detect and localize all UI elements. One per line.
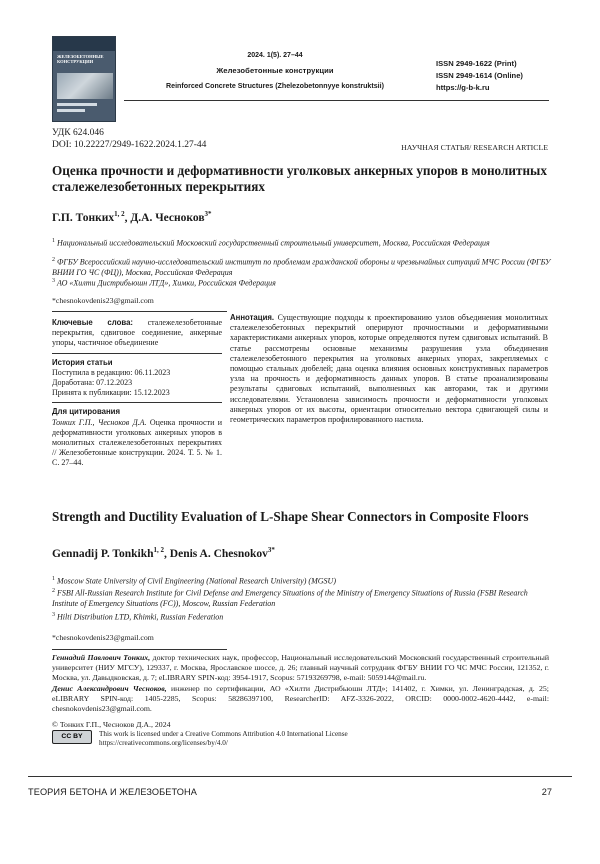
license-link[interactable]: https://creativecommons.org/licenses/by/4.0/ — [99, 739, 228, 747]
keywords-heading: Ключевые слова: — [52, 318, 134, 327]
affiliation-text: АО «Хилти Дистрибьюшн ЛТД», Химки, Российская Федерация — [55, 278, 276, 288]
affiliation-text: Hilti Distribution LTD, Khimki, Russian Federation — [55, 612, 224, 622]
author-name: Г.П. Тонких — [52, 211, 115, 224]
citation-body: Оценка прочности и деформативности уголковых анкерных упоров в монолитных сталежелезобетонных перекрытиях // Железобетонные конструкции. 2024. Т. 5. № 1. С. 27–44. — [52, 417, 222, 468]
article-identifiers — [52, 127, 206, 151]
history-received: Поступила в редакцию: 06.11.2023 — [52, 367, 171, 377]
journal-header — [125, 52, 425, 90]
history-revised: Доработана: 07.12.2023 — [52, 378, 133, 388]
affiliation-en-3 — [52, 610, 552, 623]
cover-photo — [57, 73, 113, 99]
affiliation-text: Национальный исследовательский Московский государственный строительный университет, Москва, Российская Федерация — [55, 238, 490, 248]
authors-ru — [52, 210, 212, 224]
affiliation-number: 1 — [52, 576, 55, 582]
doi-link[interactable]: DOI: 10.22227/2949-1622.2024.1.27-44 — [52, 140, 207, 150]
author-name: Gennadij P. Tonkikh — [52, 547, 154, 560]
citation-authors: Тонких Г.П., Чесноков Д.А. — [52, 417, 147, 427]
affiliation-ru-3 — [52, 276, 552, 289]
affiliation-text: ФГБУ Всероссийский научно-исследовательский институт по проблемам гражданской обороны и чрезвычайных ситуаций МЧС России (ФГБУ ВНИИ ГО ЧС (ФЦ)), Москва, Российская Федерация — [52, 257, 551, 278]
issue-info: 2024. 1(5). 27–44 — [247, 52, 303, 59]
affiliation-number: 2 — [52, 257, 55, 263]
author-bio-2 — [52, 684, 549, 715]
affiliation-number: 1 — [52, 238, 55, 244]
affiliation-en-2 — [52, 586, 552, 610]
corresponding-email-en[interactable]: *chesnokovdenis23@gmail.com — [52, 633, 154, 642]
license-statement: This work is licensed under a Creative Commons Attribution 4.0 International License — [99, 730, 348, 738]
header-divider — [124, 100, 549, 101]
abstract-heading: Аннотация. — [230, 313, 275, 322]
cover-bar — [57, 109, 85, 112]
authors-en — [52, 546, 275, 560]
author-name: Д.А. Чесноков — [130, 211, 205, 224]
copyright-notice: © Тонких Г.П., Чесноков Д.А., 2024 — [52, 720, 171, 729]
article-type-label: НАУЧНАЯ СТАТЬЯ/ RESEARCH ARTICLE — [401, 143, 548, 152]
article-title-ru: Оценка прочности и деформативности уголковых анкерных упоров в монолитных сталежелезобетонных перекрытиях — [52, 163, 547, 194]
cover-bar — [57, 103, 97, 106]
author-affiliation-mark: 1, 2 — [153, 546, 165, 554]
affiliation-number: 3 — [52, 612, 55, 618]
author-name: Denis A. Chesnokov — [169, 547, 268, 560]
bio-author-name: Денис Александрович Чесноков, — [52, 683, 167, 693]
cover-title: ЖЕЛЕЗОБЕТОННЫЕ КОНСТРУКЦИИ — [57, 54, 104, 64]
journal-name-ru: Железобетонные конструкции — [216, 66, 334, 75]
author-affiliation-mark: 3* — [204, 210, 212, 218]
cc-license-badge[interactable]: CC BY — [52, 730, 92, 744]
abstract-text: Существующие подходы к проектированию узлов объединения монолитных сталежелезобетонных перекрытий оперируют прочностными и деформативными характеристиками анкерных упоров, которые определяются путем сдвиговых испытаний. В статье рассмотрены основные механизмы разрушения узла объединения сталежелезобетонного перекрытия на уголковых анкерных упорах, закрепляемых с помощью стальных дюбелей; дана оценка влияния основных конструктивных параметров узла на прочность и деформативность данных упоров. В статье проанализированы результаты сдвиговых испытаний, выполненных как авторами, так и другими исследователями. Установлена зависимость прочности и деформативности уголковых анкерных упоров от их высоты, ориентации относительно вектора сдвигающей силы и геометрических параметров профилированного настила. — [230, 313, 548, 425]
author-bios — [52, 653, 549, 714]
issn-print: ISSN 2949-1622 (Print) — [436, 59, 517, 68]
citation-text — [52, 418, 222, 469]
license-text — [99, 730, 549, 748]
sidebar-divider — [52, 353, 222, 354]
article-sidebar — [52, 318, 222, 469]
author-affiliation-mark: 3* — [267, 546, 275, 554]
bio-divider — [52, 649, 227, 650]
issn-online: ISSN 2949-1614 (Online) — [436, 71, 523, 80]
keywords-text: сталежелезобетонные перекрытия, сдвиговое соединение, анкерные упоры, частичное объединение — [52, 318, 222, 348]
affiliation-number: 2 — [52, 588, 55, 594]
author-affiliation-mark: 1, 2 — [114, 210, 125, 218]
udc-code: УДК 624.046 — [52, 128, 104, 138]
author-bio-1 — [52, 653, 549, 684]
author-separator: , — [164, 547, 170, 560]
abstract — [230, 313, 548, 425]
affiliation-number: 3 — [52, 278, 55, 284]
affiliation-text: FSBI All-Russian Research Institute for Civil Defense and Emergency Situations of the Ministry of Emergency Situations of Russia (FSBI Research Institute of Emergency Situations (FC)), Moscow, Russian Federation — [52, 588, 528, 609]
journal-cover-image — [52, 36, 116, 122]
bio-text: инженер по сертификации, АО «Хилти Дистрибьюшн ЛТД»; 141402, г. Химки, ул. Ленинградская, д. 25; eLIBRARY SPIN-код: 1405-2285, Scopus: 58286397100, ResearcherID: AFZ-3326-2022, ORCID: 0000-0002-4620-4442, e-mail: chesnokovdenis23@gmail.com. — [52, 683, 549, 714]
author-separator: , — [124, 211, 131, 224]
journal-website-link[interactable]: https://g-b-k.ru — [436, 83, 490, 92]
affiliation-text: Moscow State University of Civil Engineering (National Research University) (MGSU) — [55, 576, 336, 586]
citation-heading: Для цитирования — [52, 407, 121, 417]
bio-text: доктор технических наук, профессор, Национальный исследовательский Московский государственный строительный университет (НИУ МГСУ), 129337, г. Москва, Ярославское шоссе, д. 26; главный научный сотрудник ФГБУ ВНИИ ГО ЧС МЧС России, 121352, г. Москва, ул. Давыдковская, д. 7; eLIBRARY SPIN-код: 3954-1917, Scopus: 57193269798, e-mail: 5059144@mail.ru. — [52, 653, 549, 683]
history-accepted: Принята к публикации: 15.12.2023 — [52, 388, 170, 398]
page-number: 27 — [541, 787, 552, 797]
issn-block — [436, 58, 546, 94]
sidebar-divider — [52, 402, 222, 403]
footer-section-title: ТЕОРИЯ БЕТОНА И ЖЕЛЕЗОБЕТОНА — [28, 787, 198, 797]
corresponding-email-ru[interactable]: *chesnokovdenis23@gmail.com — [52, 296, 154, 305]
bio-author-name: Геннадий Павлович Тонких, — [52, 653, 151, 662]
history-heading: История статьи — [52, 357, 113, 367]
section-divider — [52, 311, 227, 312]
journal-name-en: Reinforced Concrete Structures (Zhelezobetonnyye konstruktsii) — [166, 82, 384, 90]
footer-divider — [28, 776, 572, 777]
keywords-block — [52, 318, 222, 349]
article-title-en: Strength and Ductility Evaluation of L-Shape Shear Connectors in Composite Floors — [52, 509, 529, 524]
affiliation-ru-1 — [52, 236, 552, 249]
cover-top-band — [53, 37, 115, 51]
